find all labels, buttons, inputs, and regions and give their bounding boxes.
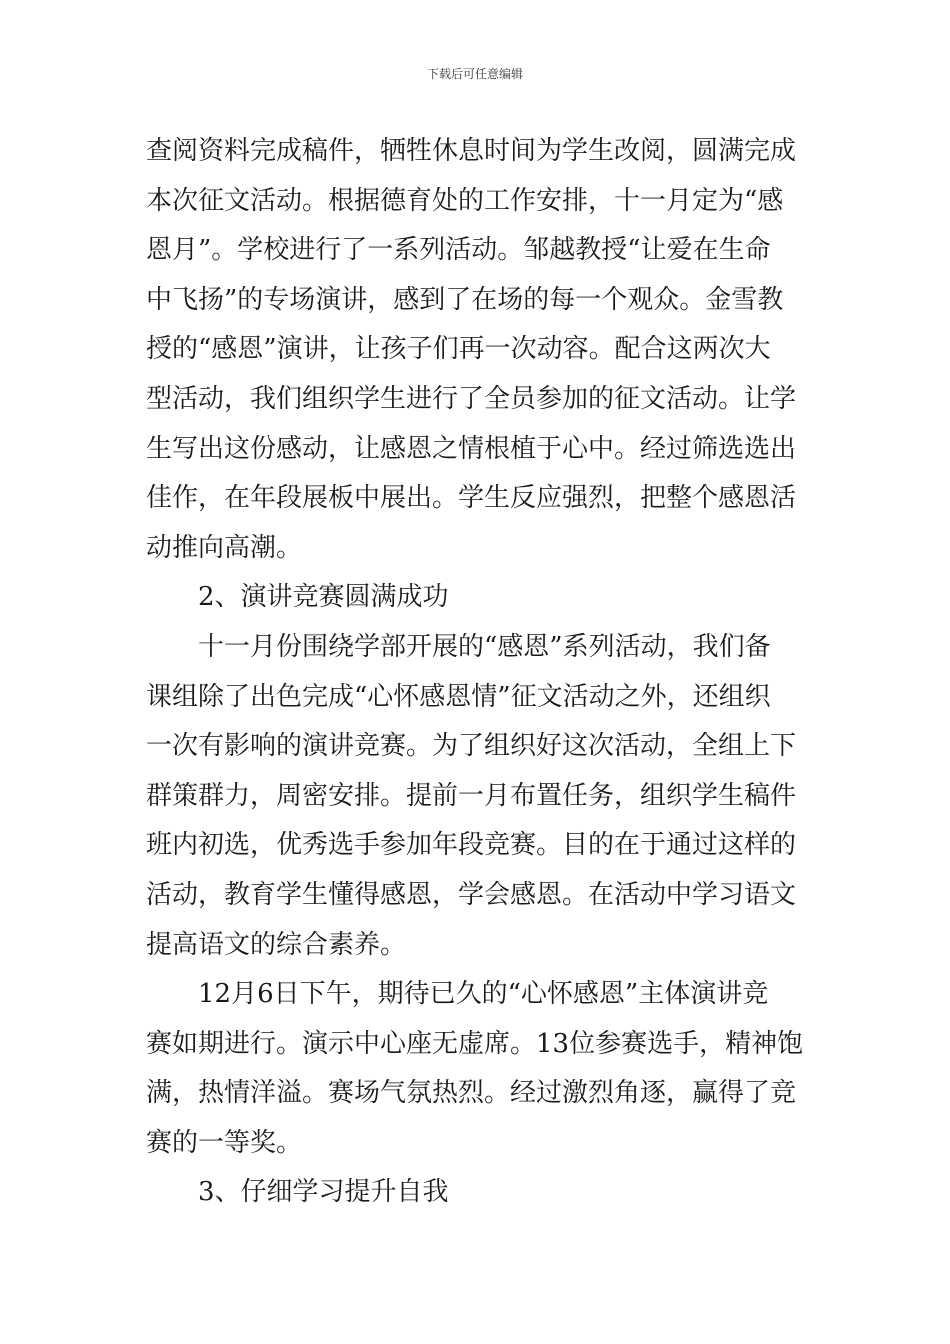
text-line: 赛的一等奖。 (146, 1127, 303, 1158)
section-heading-text: 2、演讲竞赛圆满成功 (198, 582, 449, 613)
page-header: 下载后可任意编辑 (426, 67, 523, 81)
text-line: 课组除了出色完成“心怀感恩情”征文活动之外，还组织 (146, 681, 771, 712)
text-line: 赛如期进行。演示中心座无虚席。13位参赛选手，精神饱 (146, 1028, 804, 1059)
text-line: 群策群力，周密安排。提前一月布置任务，组织学生稿件 (146, 780, 797, 811)
section-heading-text: 3、仔细学习提升自我 (198, 1177, 449, 1208)
text-line: 查阅资料完成稿件，牺牲休息时间为学生改阅，圆满完成 (146, 136, 797, 166)
text-line: 佳作，在年段展板中展出。学生反应强烈，把整个感恩活 (146, 483, 797, 514)
text-line: 动推向高潮。 (146, 532, 303, 563)
text-line: 本次征文活动。根据德育处的工作安排，十一月定为“感 (146, 185, 784, 216)
text-line: 十一月份围绕学部开展的“感恩”系列活动，我们备 (198, 631, 771, 662)
paragraph (146, 127, 808, 573)
text-line: 活动，教育学生懂得感恩，学会感恩。在活动中学习语文 (146, 879, 797, 910)
text-line: 满，热情洋溢。赛场气氛热烈。经过激烈角逐，赢得了竞 (146, 1078, 797, 1109)
text-line: 提高语文的综合素养。 (146, 929, 407, 960)
paragraph (146, 970, 808, 1168)
text-line: 班内初选，优秀选手参加年段竞赛。目的在于通过这样的 (146, 830, 797, 861)
text-line: 授的“感恩”演讲，让孩子们再一次动容。配合这两次大 (146, 334, 771, 365)
document-body (146, 127, 808, 1218)
text-line: 恩月”。学校进行了一系列活动。邹越教授“让爱在生命 (146, 235, 771, 266)
text-line: 一次有影响的演讲竞赛。为了组织好这次活动，全组上下 (146, 731, 797, 762)
section-heading (146, 573, 808, 623)
paragraph (146, 623, 808, 970)
text-line: 12月6日下午，期待已久的“心怀感恩”主体演讲竞 (198, 979, 769, 1010)
text-line: 型活动，我们组织学生进行了全员参加的征文活动。让学 (146, 383, 797, 414)
text-line: 生写出这份感动，让感恩之情根植于心中。经过筛选选出 (146, 433, 797, 464)
text-line: 中飞扬”的专场演讲，感到了在场的每一个观众。金雪教 (146, 284, 784, 315)
section-heading (146, 1168, 808, 1218)
